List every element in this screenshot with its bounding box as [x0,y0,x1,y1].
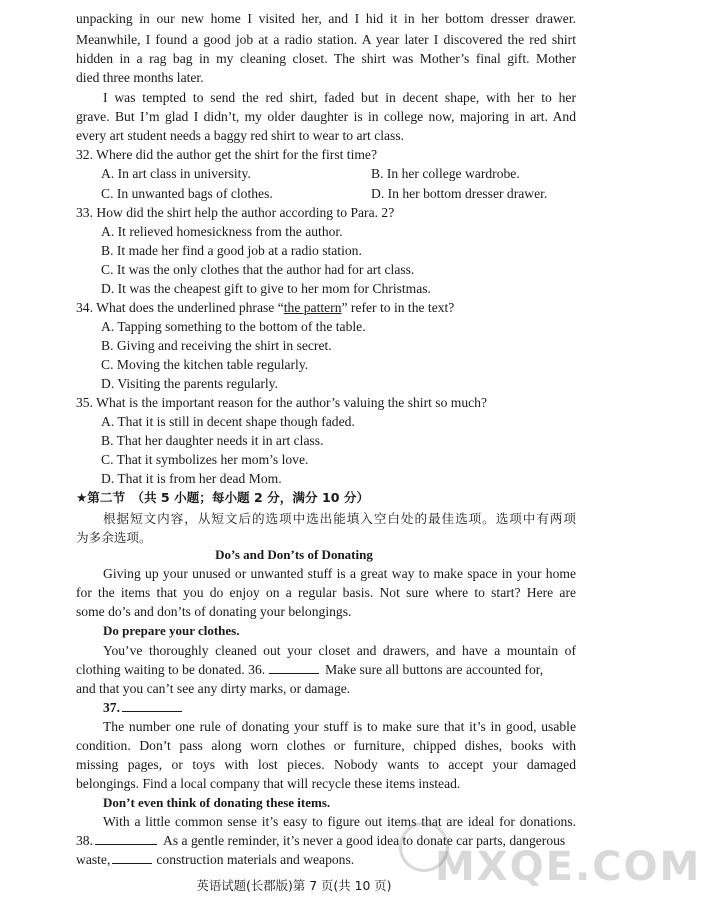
article-line: belongings. Find a local company that will recycle these items instead. [76,776,461,791]
article-subheading-37 [103,698,576,717]
q33-option-a[interactable]: A. It relieved homesickness from the author. [101,224,343,239]
article-line: Giving up your unused or unwanted stuff is a great way to make space in your home [103,566,576,581]
article-line: missing pages, or toys with lost pieces. Nobody wants to accept your damaged [76,757,576,772]
q34-option-c[interactable]: C. Moving the kitchen table regularly. [101,357,309,372]
section-heading: ★第二节 （共 5 小题；每小题 2 分，满分 10 分） [76,490,370,505]
article-line [76,831,576,850]
passage-line: died three months later. [76,70,204,85]
article-line [76,660,576,679]
q32-option-c[interactable]: C. In unwanted bags of clothes. [101,186,273,201]
article-text: Make sure all buttons are accounted for, [325,662,544,677]
q32-option-d[interactable]: D. In her bottom dresser drawer. [371,186,548,201]
article-line: and that you can’t see any dirty marks, or damage. [76,681,351,696]
article-line: You’ve thoroughly cleaned out your closet and drawers, and have a mountain of [103,643,576,658]
passage-line: I was tempted to send the red shirt, faded but in decent shape, with her to her [103,90,576,105]
q35-option-b[interactable]: B. That her daughter needs it in art class. [101,433,324,448]
q33-option-c[interactable]: C. It was the only clothes that the author had for art class. [101,262,415,277]
article-title: Do’s and Don’ts of Donating [215,547,373,562]
q35-option-d[interactable]: D. That it is from her dead Mom. [101,471,282,486]
answer-blank-38[interactable] [95,831,157,845]
watermark-text: MXQE.COM [435,844,701,890]
section-instructions: 为多余选项。 [76,530,152,545]
question-35-stem: 35. What is the important reason for the author’s valuing the shirt so much? [76,395,487,410]
answer-blank-36[interactable] [269,660,319,674]
q34-stem-end: ” refer to in the text? [341,300,455,315]
article-line: With a little common sense it’s easy to figure out items that are ideal for donations. [103,814,576,829]
article-text: construction materials and weapons. [156,852,355,867]
page-footer: 英语试题(长郡版)第 7 页(共 10 页) [196,878,392,893]
q34-option-a[interactable]: A. Tapping something to the bottom of the table. [101,319,366,334]
q34-option-b[interactable]: B. Giving and receiving the shirt in secret. [101,338,332,353]
passage-line: Meanwhile, I found a good job at a radio station. A year later I discovered the red shirt [76,32,576,47]
q35-option-a[interactable]: A. That it is still in decent shape though faded. [101,414,355,429]
section-instructions: 根据短文内容，从短文后的选项中选出能填入空白处的最佳选项。选项中有两项 [103,511,576,526]
passage-line: hidden in a rag bag in my cleaning closet. The shirt was Mother’s final gift. Mother [76,51,576,66]
question-32-stem: 32. Where did the author get the shirt for the first time? [76,147,377,162]
q33-option-d[interactable]: D. It was the cheapest gift to give to her mom for Christmas. [101,281,431,296]
question-33-stem: 33. How did the shirt help the author according to Para. 2? [76,205,395,220]
article-text: clothing waiting to be donated. 36. [76,662,266,677]
article-line: condition. Don’t pass along worn clothes or furniture, chipped dishes, books with [76,738,576,753]
article-subheading: Do prepare your clothes. [103,623,240,638]
article-line: The number one rule of donating your stuff is to make sure that it’s in good, usable [103,719,576,734]
q32-option-a[interactable]: A. In art class in university. [101,166,251,181]
question-37-number: 37. [103,700,120,715]
passage-line: grave. But I’m glad I didn’t, my older daughter is in college now, majoring in art. And [76,109,576,124]
q33-option-b[interactable]: B. It made her find a good job at a radio station. [101,243,362,258]
article-subheading: Don’t even think of donating these items. [103,795,331,810]
answer-blank-37[interactable] [122,698,182,712]
q32-option-b[interactable]: B. In her college wardrobe. [371,166,520,181]
underlined-phrase: the pattern [283,300,342,315]
article-line: some do’s and don’ts of donating your belongings. [76,604,352,619]
article-line [76,850,576,869]
q34-option-d[interactable]: D. Visiting the parents regularly. [101,376,278,391]
article-text: As a gentle reminder, it’s never a good idea to donate car parts, dangerous [163,833,566,848]
passage-line: every art student needs a baggy red shirt to wear to art class. [76,128,405,143]
article-text: waste, [76,852,111,867]
question-38-number: 38. [76,833,93,848]
q34-stem-start: 34. What does the underlined phrase “ [76,300,284,315]
article-line: for the items that you do enjoy on a regular basis. Not sure where to start? Here are [76,585,576,600]
passage-line: unpacking in our new home I visited her, and I hid it in her bottom dresser drawer. [76,11,576,26]
question-34-stem [76,298,454,317]
q35-option-c[interactable]: C. That it symbolizes her mom’s love. [101,452,309,467]
answer-blank-39[interactable] [112,850,152,864]
